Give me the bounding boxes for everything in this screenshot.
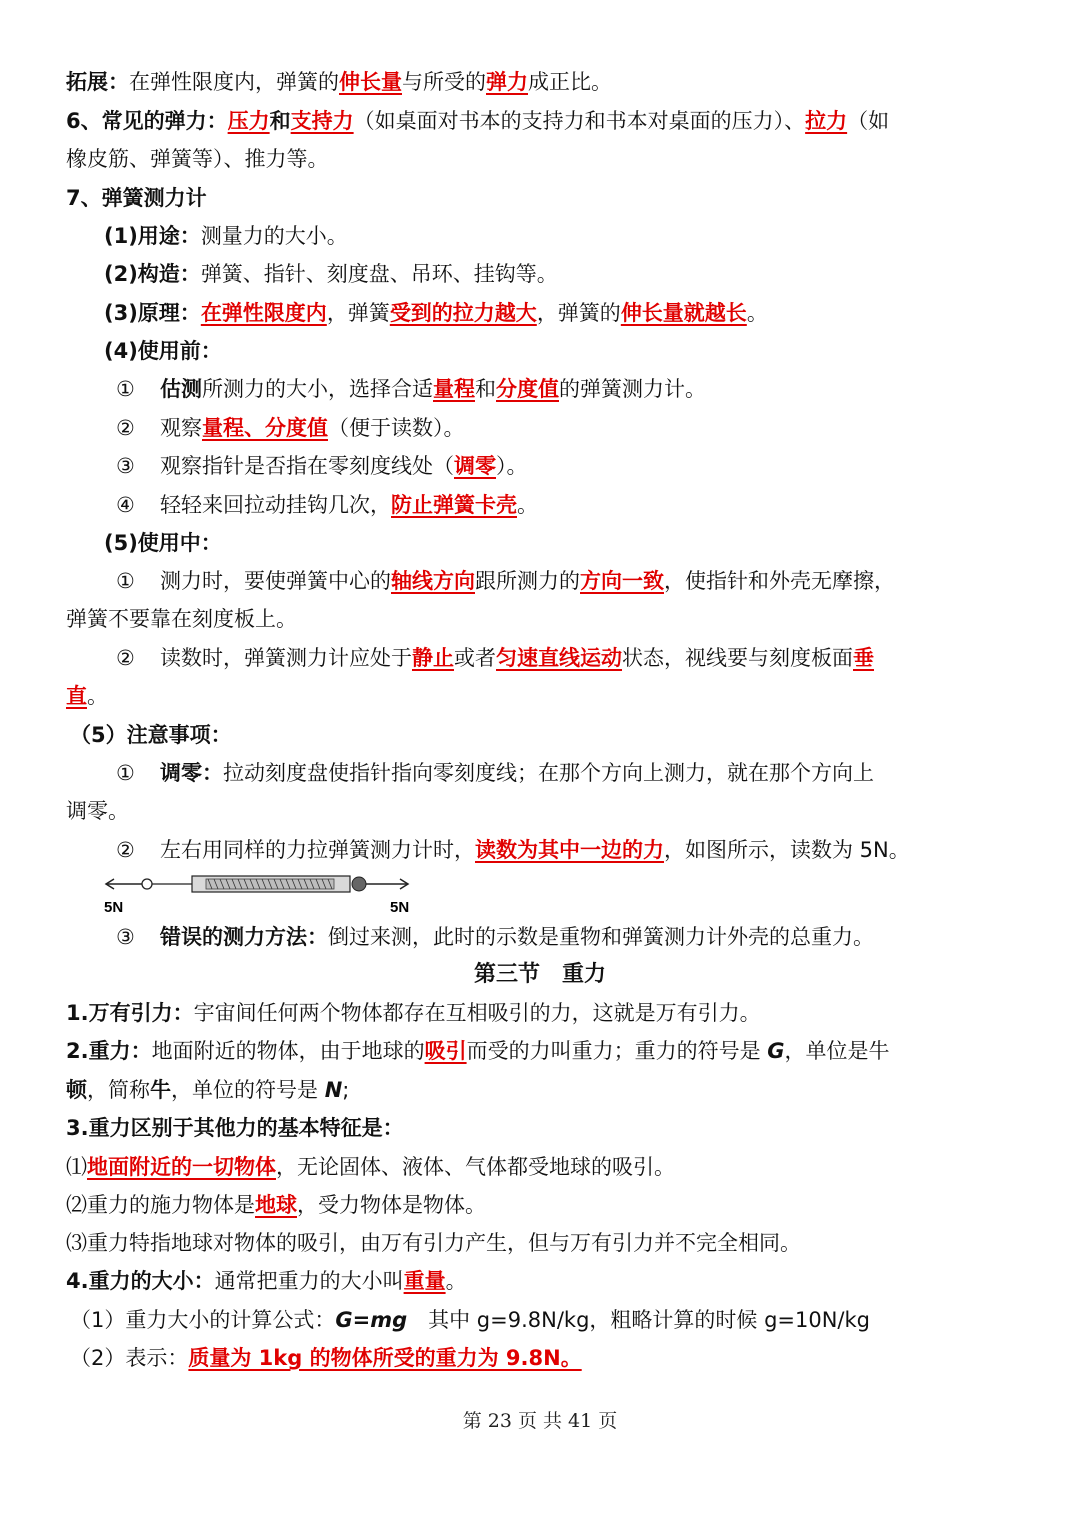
line-principle: (3)原理：在弹性限度内，弹簧受到的拉力越大，弹簧的伸长量就越长。 bbox=[104, 301, 768, 325]
line-during-use-1: ① 测力时，要使弹簧中心的轴线方向跟所测力的方向一致，使指针和外壳无摩擦， bbox=[116, 569, 895, 593]
line-before-use-2: ② 观察量程、分度值（便于读数）。 bbox=[116, 416, 465, 440]
spring-scale-figure bbox=[100, 868, 420, 918]
line-gravity-unit: 顿，简称牛，单位的符号是 N; bbox=[66, 1078, 350, 1102]
right-force-label: 5N bbox=[390, 899, 410, 916]
line-during-use-2-cont: 直。 bbox=[66, 684, 108, 708]
line-precaution-2: ② 左右用同样的力拉弹簧测力计时，读数为其中一边的力，如图所示，读数为 5N。 bbox=[116, 838, 910, 862]
line-structure: (2)构造：弹簧、指针、刻度盘、吊环、挂钩等。 bbox=[104, 262, 558, 286]
heading-during-use: (5)使用中： bbox=[104, 531, 222, 555]
heading-spring-scale: 7、弹簧测力计 bbox=[66, 186, 207, 210]
line-gravity-definition: 2.重力：地面附近的物体，由于地球的吸引而受的力叫重力；重力的符号是 G，单位是牛 bbox=[66, 1039, 890, 1063]
line-common-elastic-forces: 6、常见的弹力：压力和支持力（如桌面对书本的支持力和书本对桌面的压力）、拉力（如 bbox=[66, 109, 890, 133]
line-extension: 拓展：在弹性限度内，弹簧的伸长量与所受的弹力成正比。 bbox=[66, 70, 612, 94]
line-feature-1: ⑴地面附近的一切物体，无论固体、液体、气体都受地球的吸引。 bbox=[66, 1155, 675, 1179]
line-before-use-1: ① 估测所测力的大小，选择合适量程和分度值的弹簧测力计。 bbox=[116, 377, 706, 401]
line-purpose: (1)用途：测量力的大小。 bbox=[104, 224, 348, 248]
line-precaution-1-cont: 调零。 bbox=[66, 799, 129, 823]
left-force-label: 5N bbox=[104, 899, 124, 916]
line-gravity-meaning: （2）表示：质量为 1kg 的物体所受的重力为 9.8N。 bbox=[70, 1346, 582, 1370]
line-precaution-3: ③ 错误的测力方法：倒过来测，此时的示数是重物和弹簧测力计外壳的总重力。 bbox=[116, 925, 874, 949]
line-precaution-1: ① 调零：拉动刻度盘使指针指向零刻度线；在那个方向上测力，就在那个方向上 bbox=[116, 761, 874, 785]
line-feature-3: ⑶重力特指地球对物体的吸引，由万有引力产生，但与万有引力并不完全相同。 bbox=[66, 1231, 801, 1255]
line-universal-gravitation: 1.万有引力：宇宙间任何两个物体都存在互相吸引的力，这就是万有引力。 bbox=[66, 1001, 761, 1025]
heading-precautions: （5）注意事项： bbox=[70, 723, 232, 747]
line-gravity-magnitude: 4.重力的大小：通常把重力的大小叫重量。 bbox=[66, 1269, 467, 1293]
heading-before-use: (4)使用前： bbox=[104, 339, 222, 363]
line-feature-2: ⑵重力的施力物体是地球，受力物体是物体。 bbox=[66, 1193, 486, 1217]
line-before-use-3: ③ 观察指针是否指在零刻度线处（调零）。 bbox=[116, 454, 528, 478]
page-footer: 第 23 页 共 41 页 bbox=[462, 1410, 618, 1432]
section-title: 第三节 重力 bbox=[473, 962, 606, 987]
line-before-use-4: ④ 轻轻来回拉动挂钩几次，防止弹簧卡壳。 bbox=[116, 493, 538, 517]
hook-knob bbox=[352, 877, 366, 891]
line-gravity-formula: （1）重力大小的计算公式：G=mg 其中 g=9.8N/kg，粗略计算的时候 g=10N/kg bbox=[70, 1308, 870, 1332]
heading-gravity-features: 3.重力区别于其他力的基本特征是： bbox=[66, 1116, 404, 1140]
hanging-ring bbox=[142, 879, 152, 889]
line-during-use-1-cont: 弹簧不要靠在刻度板上。 bbox=[66, 607, 297, 631]
line-common-elastic-forces-cont: 橡皮筋、弹簧等）、推力等。 bbox=[66, 147, 329, 171]
line-during-use-2: ② 读数时，弹簧测力计应处于静止或者匀速直线运动状态，视线要与刻度板面垂 bbox=[116, 646, 874, 670]
